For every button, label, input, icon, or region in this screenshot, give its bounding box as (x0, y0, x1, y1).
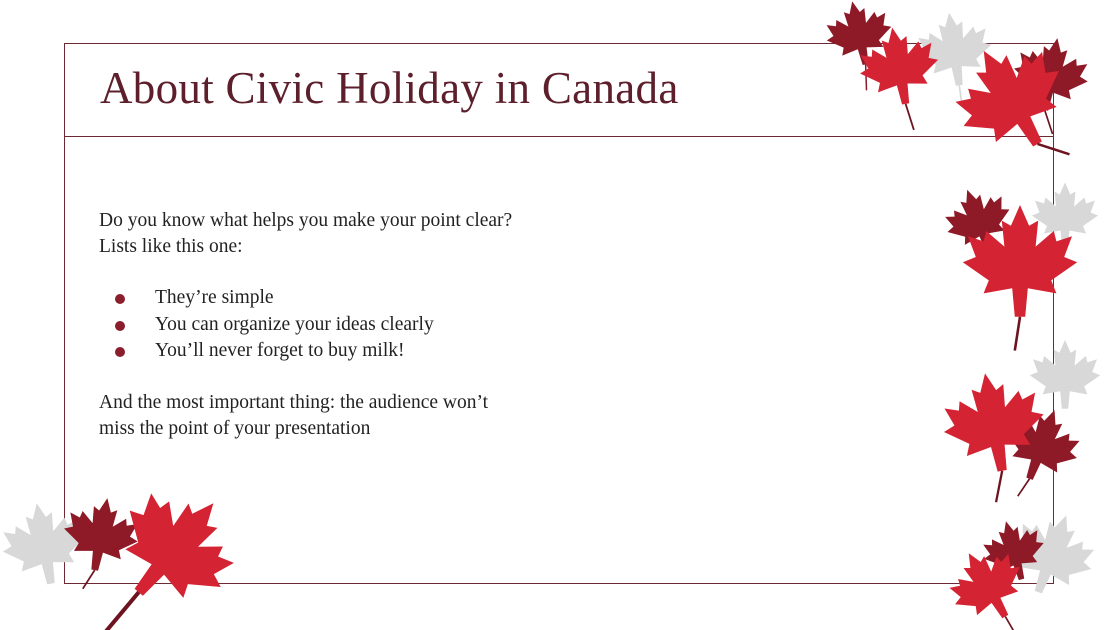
bullet-list (99, 285, 434, 365)
bullet-icon (115, 321, 125, 331)
maple-leaf-cluster-bottom-right (940, 510, 1120, 630)
maple-leaf-cluster-bottom-left (0, 475, 260, 630)
maple-leaf-cluster-right-lower (930, 340, 1120, 510)
bullet-icon (115, 347, 125, 357)
bullet-item: They’re simple (99, 285, 434, 312)
outro-text (99, 390, 488, 442)
intro-line-1: Do you know what helps you make your point clear? (99, 210, 513, 231)
intro-line-2: Lists like this one: (99, 236, 243, 257)
bullet-item: You’ll never forget to buy milk! (99, 338, 434, 365)
outro-line-1: And the most important thing: the audience won’t (99, 392, 489, 413)
slide-title: About Civic Holiday in Canada (100, 63, 679, 113)
intro-text (99, 208, 512, 260)
outro-line-2: miss the point of your presentation (99, 418, 371, 439)
bullet-item: You can organize your ideas clearly (99, 312, 434, 339)
maple-leaf-cluster-right-middle (920, 175, 1120, 365)
bullet-icon (115, 294, 125, 304)
maple-leaf-cluster-top-right (820, 0, 1120, 190)
